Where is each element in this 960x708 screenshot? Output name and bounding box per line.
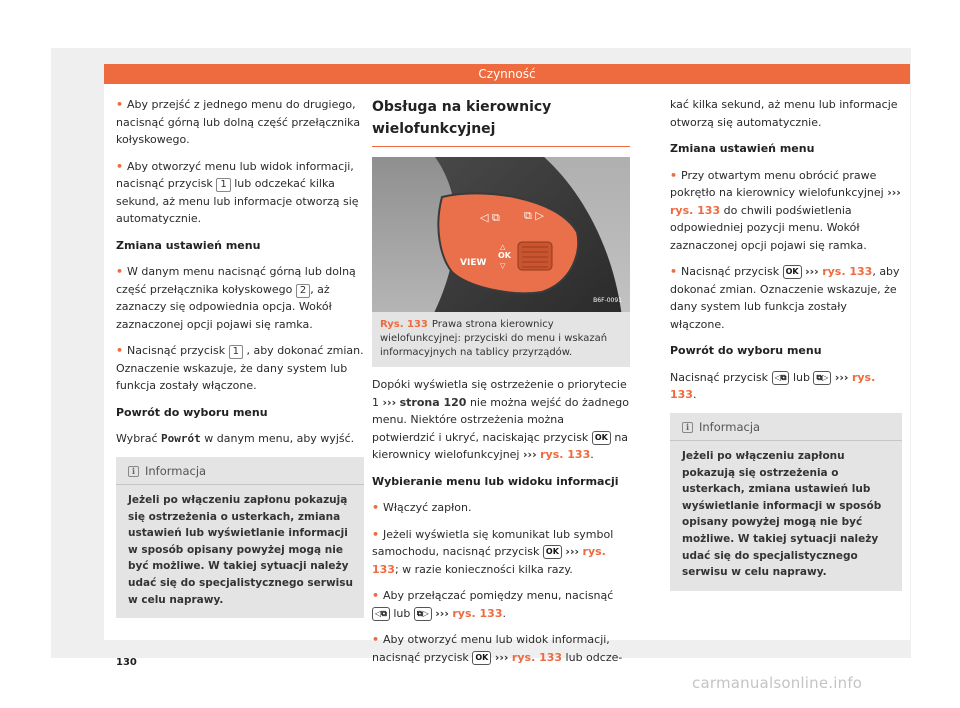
ok-key-icon: OK: [472, 651, 491, 665]
manual-page: [51, 48, 911, 668]
menu-option-text: Powrót: [161, 432, 201, 445]
section-header-title: Czynność: [478, 67, 536, 81]
info-box-text: Jeżeli po włączeniu zapłonu pokazują się ostrzeżenia o usterkach, zmiana ustawień lub wyświetlanie informacji w sposób opisany powyżej mogą nie być możliwe. W takiej sytuacji należy udać się do specjalistycznego serwisu w celu naprawy.: [128, 494, 353, 606]
info-box-header: i Informacja: [116, 457, 364, 486]
section-header: [104, 64, 910, 84]
figure-reference-link[interactable]: rys. 133: [452, 606, 503, 620]
figure-reference-link[interactable]: rys. 133: [822, 265, 873, 278]
figure-reference-link[interactable]: rys. 133: [670, 203, 721, 217]
view-button-label: VIEW: [460, 258, 487, 268]
ok-key-icon: OK: [543, 545, 562, 559]
steering-wheel-illustration: [372, 157, 630, 312]
figure-reference-link[interactable]: rys. 133: [511, 650, 563, 664]
paragraph: kać kilka sekund, aż menu lub informacje otworzą się automatycznie.: [670, 98, 898, 129]
subheading: Powrót do wyboru menu: [116, 405, 268, 419]
subheading: Wybieranie menu lub widoku informacji: [372, 474, 619, 488]
list-item: • Włączyć zapłon.: [372, 501, 472, 514]
info-icon: i: [682, 422, 693, 433]
list-item: • Przy otwartym menu obrócić prawe pokrętło na kierownicy wielofunkcyjnej ››› rys. 133 do chwili podświetlenia odpowiedniej pozycji menu. Wokół zaznaczonej opcji pojawi się ramka.: [670, 168, 901, 252]
page-number: 130: [116, 657, 137, 668]
list-item: • Aby otworzyć menu lub widok informacji, nacisnąć przycisk OK ››› rys. 133 lub odcze-: [372, 633, 623, 664]
paragraph: • Aby przejść z jednego menu do drugiego, nacisnąć górną lub dolną część przełącznika kołyskowego.: [116, 98, 361, 146]
bullet-icon: •: [116, 98, 124, 111]
info-box: [670, 413, 902, 591]
figure-reference-link[interactable]: rys. 133: [372, 545, 606, 576]
bullet-icon: •: [372, 589, 380, 602]
paragraph: Wybrać Powrót w danym menu, aby wyjść.: [116, 432, 355, 445]
column-middle: [372, 96, 630, 675]
watermark: carmanualsonline.info: [692, 674, 863, 692]
figure-reference-link[interactable]: rys. 133: [540, 448, 591, 461]
figure-caption: Rys. 133 Prawa strona kierownicy wielofunkcyjnej: przyciski do menu i wskazań informacyjnych na tablicy przyrządów.: [372, 312, 630, 367]
callout-number: 2: [296, 284, 310, 298]
list-item: • Aby przełączać pomiędzy menu, nacisnąć ◁⧉ lub ⧉▷ ››› rys. 133.: [372, 589, 614, 620]
figure-code: B6F-0091: [593, 296, 622, 304]
paragraph: Dopóki wyświetla się ostrzeżenie o priorytecie 1 ››› strona 120 nie można wejść do żadnego menu. Niektóre ostrzeżenia można potwierdzić i ukryć, naciskając przycisk OK na kierownicy wielofunkcyjnej ››› rys. 133.: [372, 378, 629, 461]
info-box: [116, 457, 364, 619]
column-right: [670, 96, 902, 591]
ok-button-label: OK: [498, 251, 511, 260]
svg-text:▽: ▽: [500, 262, 506, 270]
callout-number: 1: [216, 178, 230, 192]
section-title: Obsługa na kierownicy wielofunkcyjnej: [372, 96, 630, 147]
svg-text:△: △: [500, 243, 506, 251]
info-icon: i: [128, 466, 139, 477]
column-left: [116, 96, 364, 618]
subheading: Zmiana ustawień menu: [116, 238, 261, 252]
ok-key-icon: OK: [783, 265, 802, 279]
paragraph: • W danym menu nacisnąć górną lub dolną część przełącznika kołyskowego 2 , aż zaznaczy się odpowiednia opcja. Wokół zaznaczonej opcji pojawi się ramka.: [116, 265, 356, 331]
subheading: Powrót do wyboru menu: [670, 344, 822, 357]
paragraph: • Aby otworzyć menu lub widok informacji, nacisnąć przycisk 1 lub odczekać kilka sekund, aż menu lub informacje otworzą się automatycznie.: [116, 159, 359, 225]
prev-menu-key-icon: ◁⧉: [772, 371, 790, 385]
paragraph: • Nacisnąć przycisk 1 , aby dokonać zmian. Oznaczenie wskazuje, że dany system lub funkcja zostały włączone.: [116, 344, 364, 392]
next-menu-key-icon: ⧉▷: [813, 371, 831, 385]
steering-wheel-figure: [372, 157, 630, 312]
ok-key-icon: OK: [592, 431, 611, 445]
bullet-icon: •: [372, 527, 380, 541]
bullet-icon: •: [372, 501, 380, 514]
page-reference-link[interactable]: strona 120: [399, 395, 467, 409]
figure-reference-link[interactable]: rys. 133: [670, 370, 876, 401]
bullet-icon: •: [116, 159, 124, 173]
page-sheet: [104, 84, 910, 668]
list-item: • Jeżeli wyświetla się komunikat lub symbol samochodu, nacisnąć przycisk OK ››› rys. 133; w razie konieczności kilka razy.: [372, 527, 614, 576]
info-box-header: i Informacja: [670, 413, 902, 442]
bullet-icon: •: [670, 265, 678, 278]
bullet-icon: •: [116, 344, 124, 357]
info-box-text: Jeżeli po włączeniu zapłonu pokazują się ostrzeżenia o usterkach, zmiana ustawień lub wyświetlanie informacji w sposób opisany powyżej mogą nie być możliwe. W takiej sytuacji należy udać się do specjalistycznego serwisu w celu naprawy.: [682, 450, 882, 579]
bullet-icon: •: [116, 265, 124, 278]
next-menu-icon: ⧉ ▷: [524, 209, 544, 222]
figure-label: Rys. 133: [380, 319, 428, 330]
bullet-icon: •: [670, 168, 678, 182]
prev-menu-key-icon: ◁⧉: [372, 607, 390, 621]
subheading: Zmiana ustawień menu: [670, 142, 815, 155]
callout-number: 1: [229, 345, 243, 359]
prev-menu-icon: ◁ ⧉: [480, 211, 500, 224]
next-menu-key-icon: ⧉▷: [414, 607, 432, 621]
paragraph: Nacisnąć przycisk ◁⧉ lub ⧉▷ ››› rys. 133.: [670, 370, 876, 401]
list-item: • Nacisnąć przycisk OK ››› rys. 133, aby dokonać zmian. Oznaczenie wskazuje, że dany system lub funkcja zostały włączone.: [670, 265, 900, 331]
bullet-icon: •: [372, 633, 380, 646]
